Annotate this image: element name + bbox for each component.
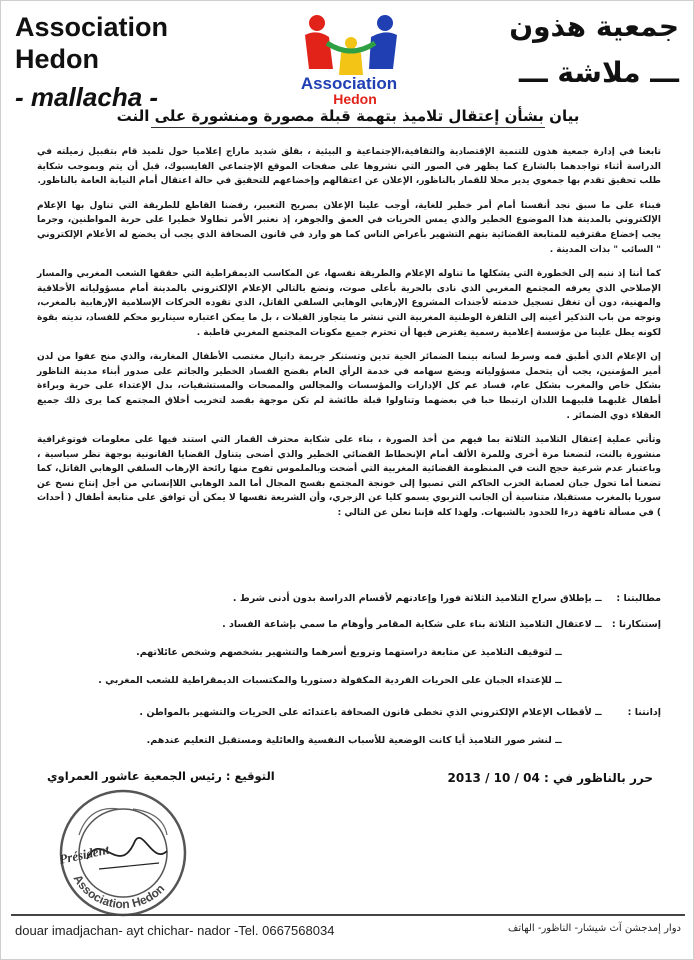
demand-key: إستنكارنا : [611, 619, 661, 630]
demand-text: ــ لتوقيف التلاميذ عن متابعة دراستهما وترويع أسرهما والتشهير بشخصهم وشخص عائلاتهم. [136, 647, 562, 658]
demand-item [21, 647, 621, 661]
demand-item [61, 593, 661, 607]
org-name-latin-line2: - mallacha - [15, 82, 159, 112]
logo-figure-head-yellow [345, 37, 357, 49]
footer-divider [11, 914, 685, 916]
logo-figure-head-red [309, 15, 325, 31]
demand-text: ــ بإطلاق سراح التلاميذ الثلاثة فورا وإعادتهم لأقسام الدراسة بدون أدنى شرط . [232, 593, 602, 604]
statement-title: بيان بشأن إعتقال تلاميذ بتهمة قبلة مصورة ومنشورة على النت [116, 107, 580, 125]
paragraph: وتأتي عملية إعتقال التلاميذ الثلاثة بما فيهم من أخذ الصورة ، بناء على شكاية محترف القمار التي استند فيها على معلومات فوتوغرافية منشورة بالنت، لتضعنا مرة أخرى وللمرة الألف أمام الإنحطاط القضائي الخطير والذي أضحى يتناول القضايا القانونية بوجهة نظر سياسية ، وباعتبار عدم شرعية حجج النت في المنظومة القضائية المغربية التي أضحت وبالملموس تفوح منها رائحة الإرهاب السلفي الوهابي القاتل، كما تضعنا أما تحول جبان لعصابة الحزب الحاكم التي تصبوا إلى خونجة المجتمع بفسح المجال أما المد الوهابي اللاإنساني من أجل إنتاج نسخ عن سوريا بالمغرب مستقبلا، متناسية أن الجانب التربوي يسمو كليا عن الزجري، وأن الشريعة نفسها لا يمكن أن توافق على متابعة أطفال ( أحداث ) في مسألة تافهة درءا للحدود بالشبهات. ولهذا كله فإننا نعلن عن التالي : [37, 435, 661, 519]
signature-stroke [99, 863, 159, 869]
paragraph: تابعنا في إدارة جمعية هذون للتنمية الإقتصادية والثقافية،الإجتماعية و البيئية ، بقلق شديد ماراج إعلاميا حول تلميذ قام بتقبيل زميلته في الدراسة أثناء تواجدهما بالشارع كما يظهر في الصور التي نشروها على صفحات الموقع الإجتماعي الفايسبوك، قبل أن يتم وبموجب شكاية طلب تحقيق تقدم بها جمعوي يدير محلا للقمار بالناظور، الإعلان عن اعتقالهم وإخضاعهم للتحقيق في حالة اعتقال أمام النيابة العامة بالناظور. [37, 147, 661, 187]
stamp-ring-text [71, 872, 168, 911]
logo-figure-head-blue [377, 15, 393, 31]
org-name-arabic-line1: جمعية هذون [509, 10, 679, 43]
logo-text-association: Association [300, 74, 398, 93]
statement-body [37, 145, 661, 665]
paragraph: فبناء على ما سبق نجد أنفسنا أمام أمر خطير للغاية، أوجب علينا الإعلان بصريح التعبير، رفضنا القاطع للطريقة التي تناول بها الإعلام الإلكتروني بالمدينة هذا الموضوع الخطير والذي يمس الحريات في العمق والجوهر، إذ نعتبر الأمر تطاولا خطيرا على حرية المواطنين، وجرما يجب إخضاع مقترفيه للمتابعة القضائية بتهم التشهير بأعراض الناس كما هو وارد في قانون الصحافة الذي يجب أن يخضع له الأعلام الإلكتروني " السائب " بذات المدينة . [37, 200, 661, 255]
paragraph: إن الإعلام الذي أطبق فمه وسرط لسانه بينما الضمائر الحية تدين وتستنكر جريمة دانيال مغتصب الأطفال المغاربة، والذي منح عفوا من لدن أمير المؤمنين، يجب أن يتحمل مسؤولياته ويضع سهامه في خدمة الرأي العام بفضح الفساد الخطير والجاثم على صدور أبناء مدينة الناظور بشكل خاص والمغرب بشكل عام، فساد عم كل الإدارات والمؤسسات والمجالس والمصحات والمستشفيات، بدل الإعتداء على حرية وبراءة أطفال غلبهما قلبيهما اللذان ارتبطا حبا في بعضهما وتناولوا قبلة طائشة لم تكن موجهة بقصد لتخريب أخلاق المجتمع كما يرى ذلك جميع العقلاء ذوي الضمائر . [37, 352, 661, 421]
demand-text: ــ لأقطاب الإعلام الإلكتروني الذي تخطى قانون الصحافة باعتدائه على الحريات والتشهير بالمواطن . [139, 707, 602, 718]
signature-line: التوقيع : رئيس الجمعية عاشور العمراوي [47, 769, 275, 783]
demand-key: إدانتنا : [627, 707, 661, 718]
logo-figure-red [305, 32, 333, 69]
footer-address-arabic: دوار إمدجشن آث شيشار- الناظور- الهاتف [508, 923, 681, 934]
paragraph: كما أننا إذ ننبه إلى الخطورة التي يشكلها ما تناوله الإعلام والطريقة نفسها، عن المكاسب الديمقراطية التي حققها الشعب المغربي والمسار الإصلاحي الذي يعرفه المجتمع المغربي الذي نادى بالحرية بأعلى صوت، ونضع بالتالي الإعلام الإلكتروني بالمدينة أمام مسؤولياته الأخلاقية والمهنية، دون أن تغفل تسجيل خدمته لأجندات المشروع الإرهابي الوهابي السلفي القاتل، الذي تقوده الحركات الإسلامية الإرهابية بالمغرب، ونوجه من باب التذكير أعينه إلى التلفزة الوطنية المغربية التي تنشر ما يتجاوز القبلات ، بل ما يمكن اعتباره سيناريو محكم للفساد، نديته بقوة لكونه يطل علينا من مؤسسة إعلامية رسمية يفترض فيها أن تحترم جميع مكونات المجتمع المغربي قاطبة . [37, 269, 661, 338]
stamp-ring-text-path: Association Hedon [70, 872, 168, 912]
demand-item [61, 707, 661, 721]
demand-item [61, 619, 661, 633]
demand-text: ــ للإعتداء الجبان على الحريات الفردية المكفولة دستوريا والمكتسبات الديمقراطية للشعب المغربي . [98, 675, 562, 686]
org-name-arabic [479, 9, 679, 91]
footer-address-latin: douar imadjachan- ayt chichar- nador -Tel. 0667568034 [15, 923, 335, 938]
demand-item [21, 735, 621, 749]
logo-figure-blue [369, 32, 397, 69]
demand-text: ــ لاعتقال التلاميذ الثلاثة بناء على شكاية المقامر وأوهام ما سمي بإشاعة الفساد . [222, 619, 602, 630]
association-logo [287, 9, 415, 109]
demand-text: ــ لنشر صور التلاميذ أيا كانت الوضعية للأسباب النفسية والعائلية ومستقبل التعليم عندهم. [146, 735, 562, 746]
org-name-latin-line1: Association Hedon [15, 12, 169, 74]
logo-figure-yellow [339, 50, 363, 75]
demand-key: مطالبتنا : [616, 593, 661, 604]
title-underline [151, 127, 545, 128]
stamp-center-text: Président [57, 841, 111, 867]
logo-text-hedon: Hedon [333, 91, 377, 107]
letterhead [1, 1, 694, 112]
footer [11, 921, 685, 941]
org-name-arabic-line2: ـــ ملاشة ـــ [518, 56, 679, 89]
demand-item [21, 675, 621, 689]
date-line: حرر بالناظور في : 04 / 10 / 2013 [447, 771, 653, 785]
org-name-latin [15, 11, 215, 113]
